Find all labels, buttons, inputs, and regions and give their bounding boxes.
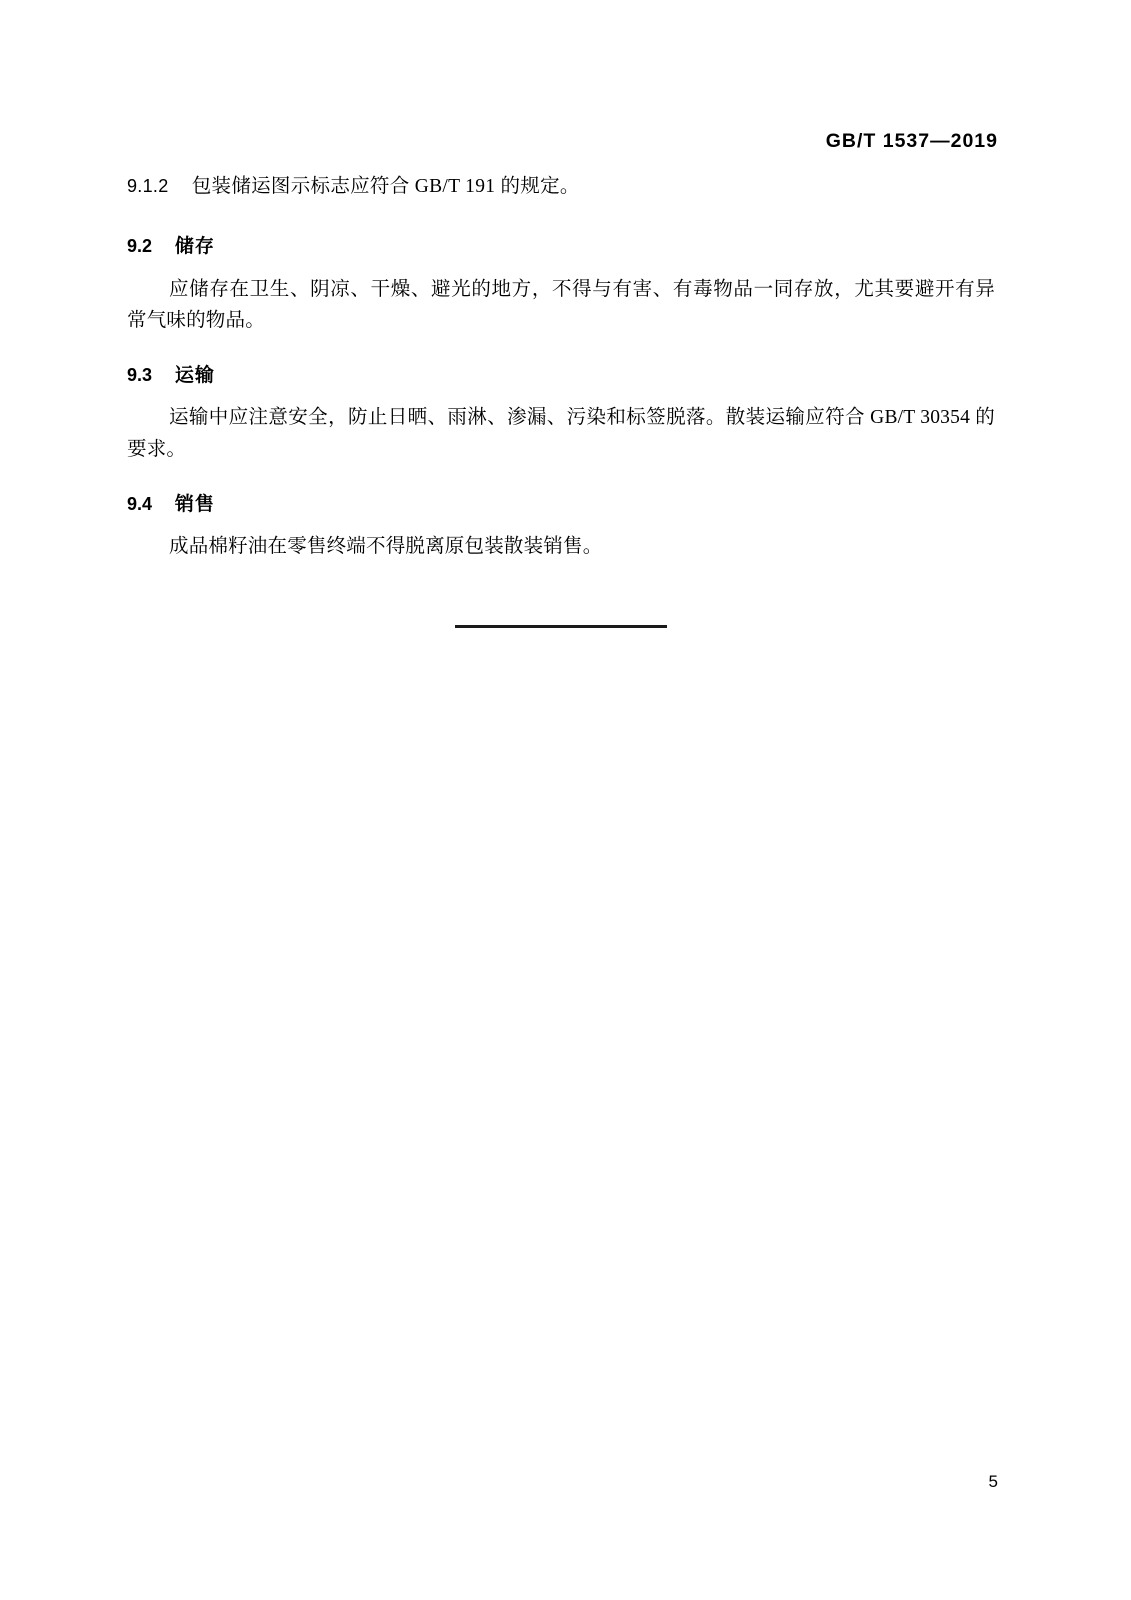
clause-9-4-text: 成品棉籽油在零售终端不得脱离原包装散装销售。 <box>169 536 603 558</box>
end-of-document-rule-wrap <box>127 615 995 633</box>
document-body <box>127 172 995 633</box>
clause-9-4-heading <box>127 490 995 520</box>
clause-9-4 <box>127 490 995 563</box>
clause-9-3 <box>127 361 995 466</box>
clause-9-1-2 <box>127 172 995 202</box>
clause-9-2-title: 储存 <box>174 236 215 258</box>
page-header <box>826 130 998 153</box>
standard-number: GB/T 1537—2019 <box>825 130 998 152</box>
clause-9-3-text: 运输中应注意安全，防止日晒、雨淋、渗漏、污染和标签脱落。散装运输应符合 GB/T 30354 的要求。 <box>127 407 995 460</box>
clause-9-2-heading <box>127 232 995 262</box>
clause-9-3-title: 运输 <box>174 364 215 386</box>
clause-9-3-number: 9.3 <box>127 364 153 385</box>
clause-9-2 <box>127 232 995 337</box>
clause-9-4-title: 销售 <box>174 493 215 515</box>
end-of-document-rule <box>455 625 667 628</box>
clause-9-1-2-line <box>127 172 995 202</box>
clause-9-4-number: 9.4 <box>127 493 153 514</box>
page-number: 5 <box>988 1472 998 1491</box>
clause-9-1-2-text: 包装储运图示标志应符合 GB/T 191 的规定。 <box>191 176 580 197</box>
clause-9-3-heading <box>127 361 995 391</box>
clause-9-2-text: 应储存在卫生、阴凉、干燥、避光的地方，不得与有害、有毒物品一同存放，尤其要避开有异常气味的物品。 <box>127 278 995 332</box>
clause-9-1-2-number: 9.1.2 <box>127 176 169 196</box>
clause-9-2-number: 9.2 <box>127 236 153 257</box>
